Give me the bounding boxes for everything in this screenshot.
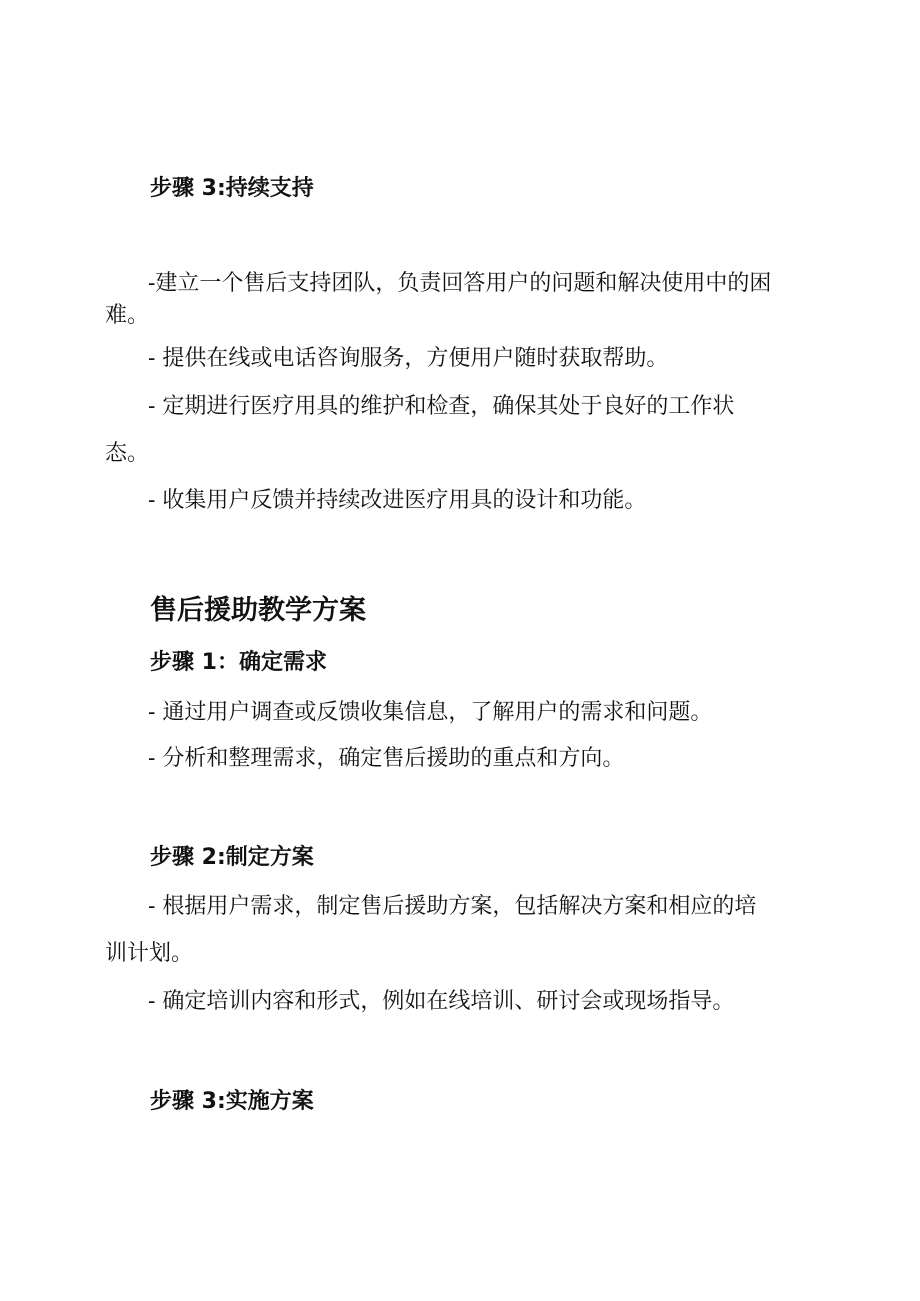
step-heading-determine-needs: 步骤 1：确定需求 <box>150 650 327 675</box>
paragraph-line: -建立一个售后支持团队，负责回答用户的问题和解决使用中的困 <box>148 271 772 296</box>
section-title: 售后援助教学方案 <box>150 595 366 626</box>
step-heading-make-plan: 步骤 2:制定方案 <box>150 845 314 870</box>
paragraph-line: - 确定培训内容和形式，例如在线培训、研讨会或现场指导。 <box>148 989 735 1014</box>
paragraph-line: - 定期进行医疗用具的维护和检查，确保其处于良好的工作状 <box>148 394 735 419</box>
paragraph-line: - 分析和整理需求，确定售后援助的重点和方向。 <box>148 746 625 771</box>
paragraph-line: 态。 <box>105 441 150 466</box>
paragraph-line: - 根据用户需求，制定售后援助方案，包括解决方案和相应的培 <box>148 894 757 919</box>
step-heading-continuous-support: 步骤 3:持续支持 <box>150 176 314 201</box>
step-heading-implement-plan: 步骤 3:实施方案 <box>150 1089 314 1114</box>
paragraph-line: - 收集用户反馈并持续改进医疗用具的设计和功能。 <box>148 488 647 513</box>
paragraph-line: - 提供在线或电话咨询服务，方便用户随时获取帮助。 <box>148 346 669 371</box>
paragraph-line: 训计划。 <box>105 941 194 966</box>
paragraph-line: 难。 <box>105 303 150 328</box>
paragraph-line: - 通过用户调查或反馈收集信息，了解用户的需求和问题。 <box>148 700 713 725</box>
